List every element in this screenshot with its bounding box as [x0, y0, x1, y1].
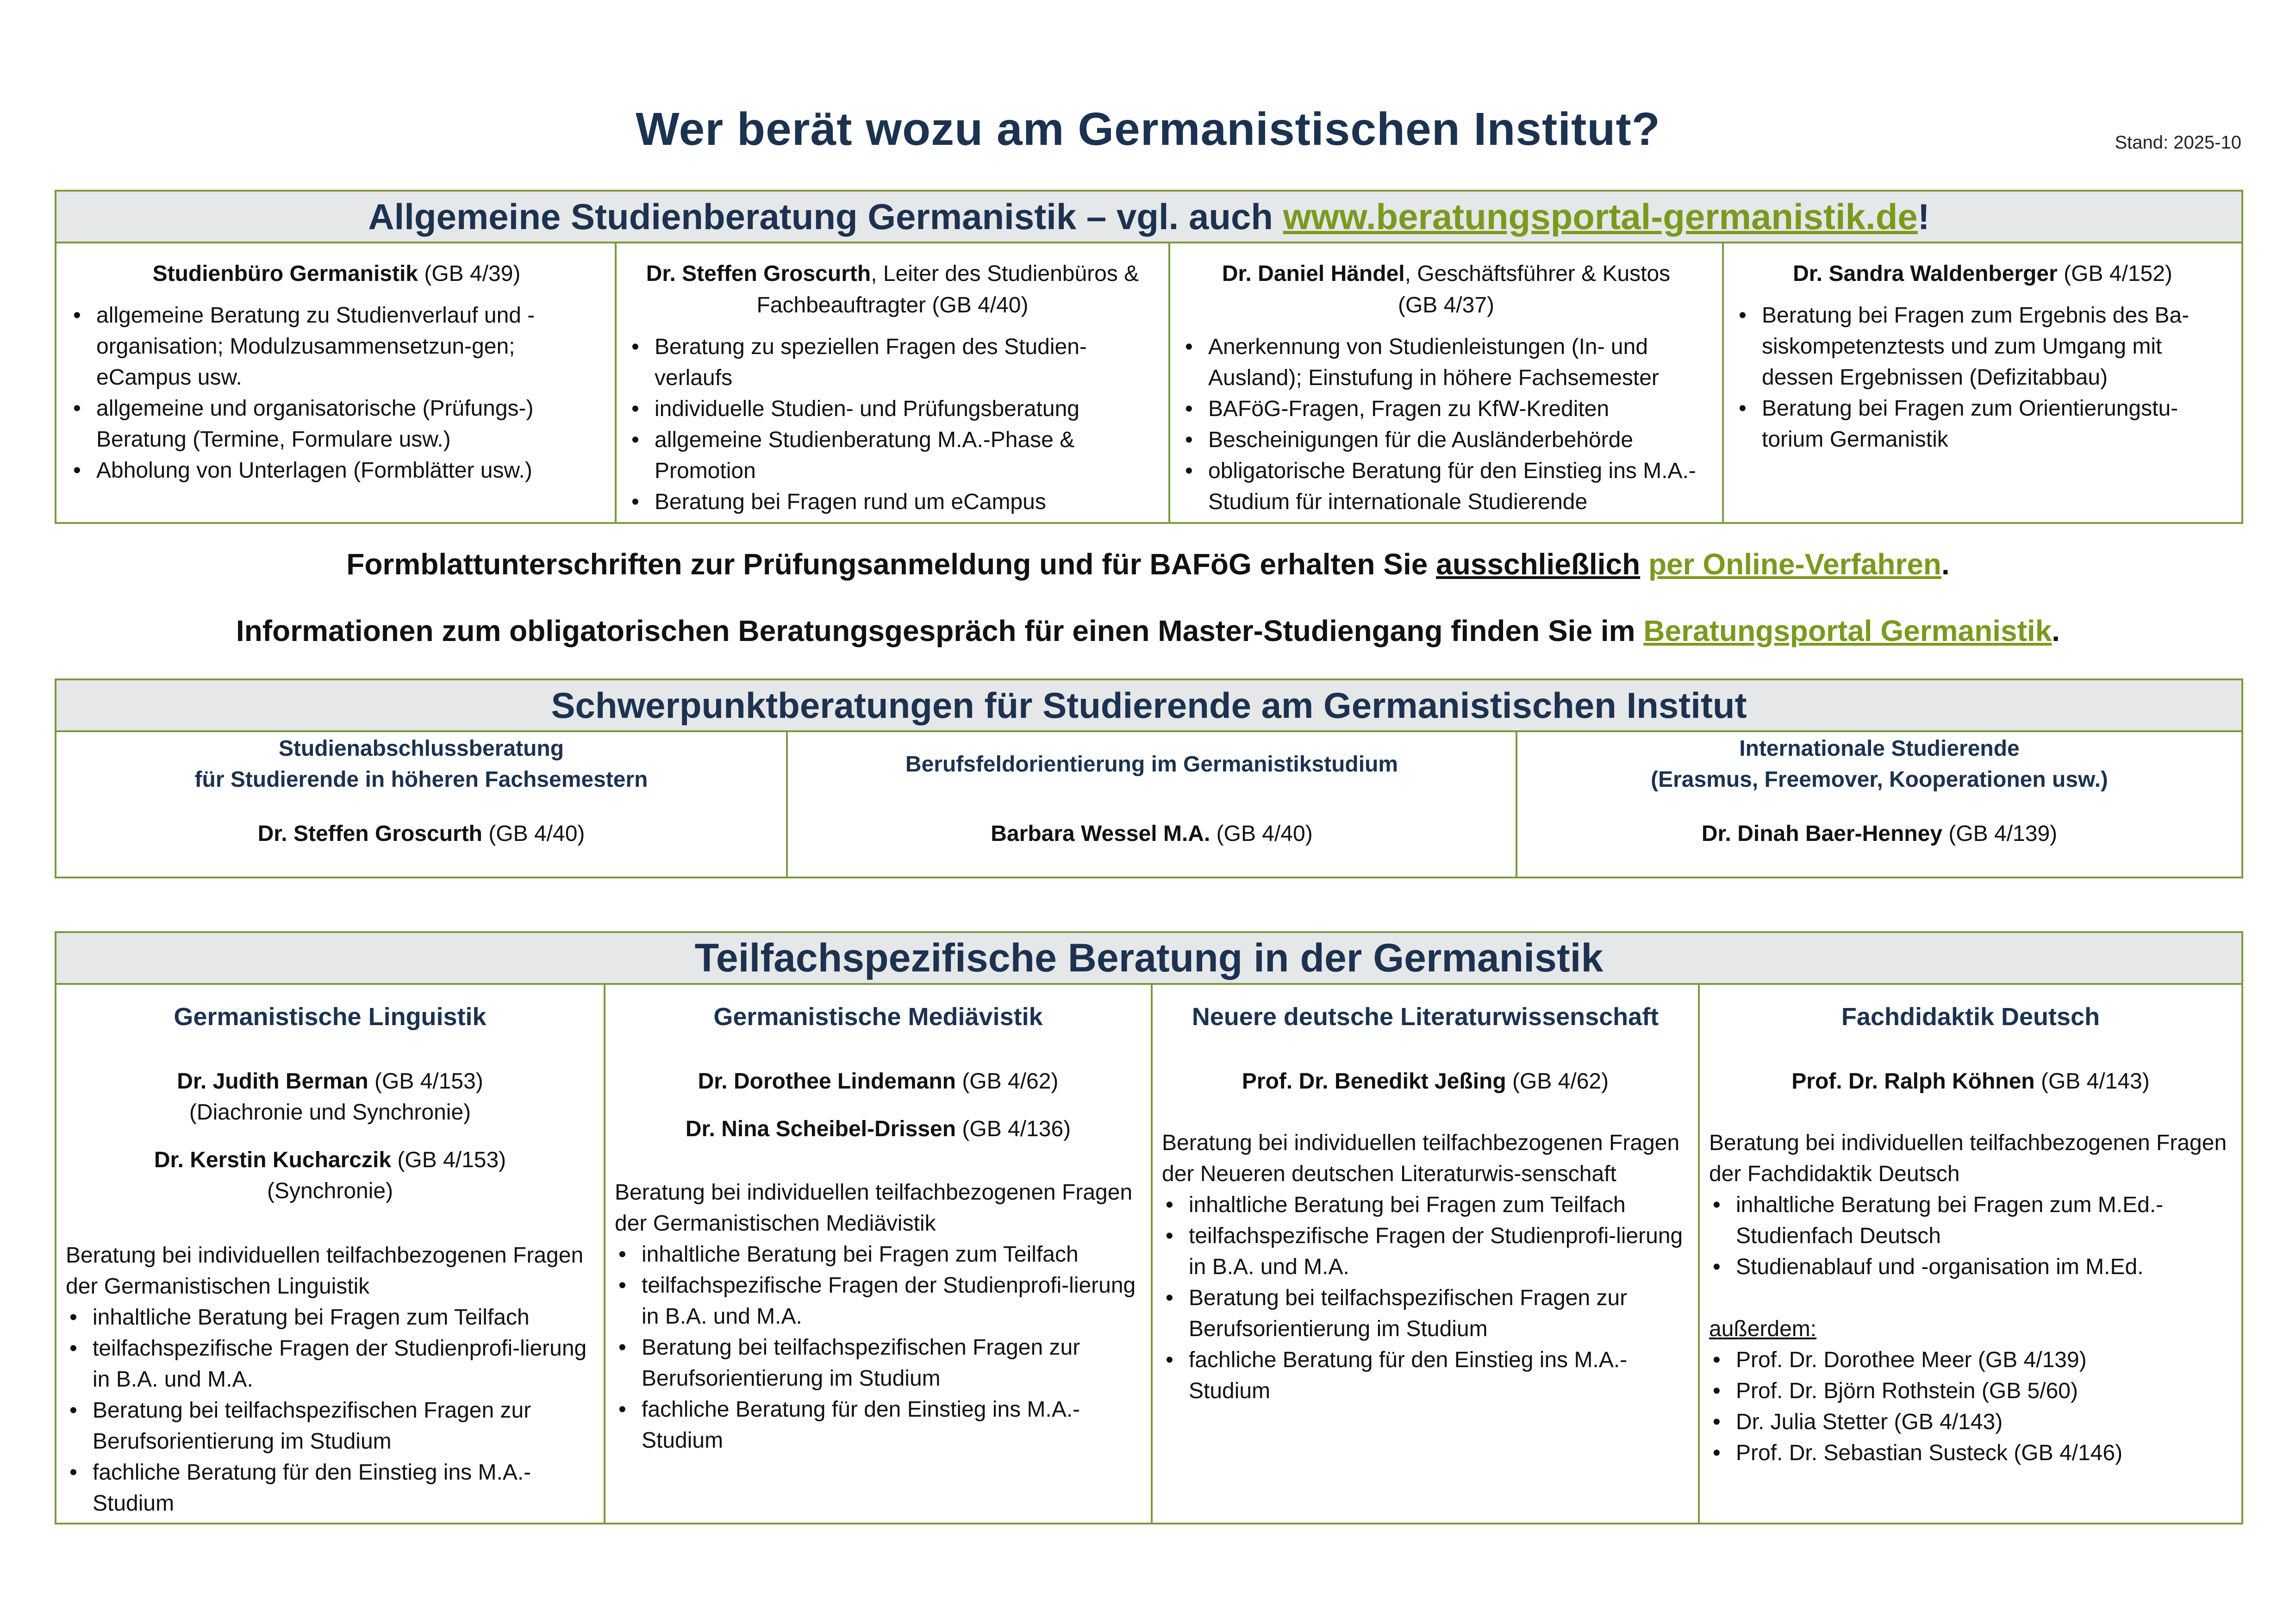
schwerpunkt-box [55, 678, 2243, 878]
info-line-master [0, 614, 2296, 648]
beratungsportal-link[interactable]: www.beratungsportal-germanistik.de [1283, 196, 1918, 237]
subject-title: Fachdidaktik Deutsch [1841, 1003, 2100, 1031]
teilfach-header: Teilfachspezifische Beratung in der Germanistik [56, 933, 2241, 985]
contact-room: (GB 4/40) [482, 821, 585, 846]
list-item: • Anerkennung von Studienleistungen (In- und Ausland); Einstufung in höhere Fachsemester [1181, 331, 1711, 393]
list-item: • Prof. Dr. Björn Rothstein (GB 5/60) [1709, 1375, 2232, 1406]
list-item: • allgemeine und organisatorische (Prüfungs-) Beratung (Termine, Formulare usw.) [69, 393, 604, 455]
contact-detail: , Geschäftsführer & Kustos (GB 4/37) [1398, 261, 1671, 317]
contact-name: Prof. Dr. Benedikt Jeßing [1242, 1069, 1506, 1094]
list-item: • Beratung bei teilfachspezifischen Fragen zur Berufsorientierung im Studium [1162, 1282, 1689, 1344]
contact-name: Dr. Daniel Händel [1222, 261, 1405, 286]
list-item: • Prof. Dr. Sebastian Susteck (GB 4/146) [1709, 1437, 2232, 1468]
list-item: • allgemeine Studienberatung M.A.-Phase & Promotion [628, 424, 1157, 486]
intro-text: Beratung bei individuellen teilfachbezogenen Fragen der Germanistischen Mediävistik [615, 1180, 1133, 1236]
online-verfahren-link[interactable]: per Online-Verfahren [1648, 548, 1941, 581]
contact-name: Prof. Dr. Ralph Köhnen [1791, 1069, 2035, 1094]
contact-room: (GB 4/62) [955, 1069, 1059, 1094]
contact-name: Studienbüro Germanistik [152, 261, 418, 286]
ndl-column [1151, 985, 1698, 1523]
info-end: . [1941, 548, 1950, 581]
allgemeine-header-text: Allgemeine Studienberatung Germanistik – vgl. auch [368, 196, 1283, 237]
info-line-formblatt [0, 547, 2296, 581]
allgemeine-beratung-header [56, 192, 2241, 243]
subject-title: Germanistische Mediävistik [713, 1003, 1043, 1031]
contact-room: (GB 4/62) [1506, 1069, 1609, 1094]
subject-title: Germanistische Linguistik [174, 1003, 487, 1031]
page-title: Wer berät wozu am Germanistischen Institut? [636, 103, 1660, 155]
studienbuero-column [56, 243, 615, 522]
task-list [69, 300, 604, 486]
list-item: • teilfachspezifische Fragen der Studienprofi-lierung in B.A. und M.A. [615, 1270, 1142, 1332]
list-item: • BAFöG-Fragen, Fragen zu KfW-Krediten [1181, 393, 1711, 424]
task-list [1162, 1189, 1689, 1406]
berufsfeld-column [786, 732, 1516, 877]
contact-room: (GB 4/139) [1942, 821, 2058, 846]
schwerpunkt-header: Schwerpunktberatungen für Studierende am Germanistischen Institut [56, 680, 2241, 732]
task-list [1181, 331, 1711, 517]
contact-name: Dr. Sandra Waldenberger [1793, 261, 2058, 286]
list-item: • Studienablauf und -organisation im M.Ed. [1709, 1251, 2232, 1282]
list-item: • fachliche Beratung für den Einstieg ins M.A.-Studium [615, 1394, 1142, 1456]
topic-line: Internationale Studierende [1739, 736, 2020, 761]
info-text: Informationen zum obligatorischen Beratungsgespräch für einen Master-Studiengang finden Sie im [236, 614, 1644, 647]
haendel-column [1168, 243, 1722, 522]
contact-name: Dr. Dorothee Lindemann [698, 1069, 956, 1094]
list-item: • Bescheinigungen für die Ausländerbehörde [1181, 424, 1711, 455]
list-item: • Beratung zu speziellen Fragen des Studien-verlaufs [628, 331, 1157, 393]
mediaevistik-column [604, 985, 1151, 1523]
list-item: • Beratung bei Fragen zum Ergebnis des Ba-siskompetenztests und zum Umgang mit dessen Ergebnissen (Defizitabbau) [1735, 300, 2230, 393]
intro-text: Beratung bei individuellen teilfachbezogenen Fragen der Germanistischen Linguistik [66, 1243, 584, 1299]
contact-detail: (GB 4/39) [418, 261, 521, 286]
topic-line: (Erasmus, Freemover, Kooperationen usw.) [1651, 767, 2108, 792]
contact-detail: (GB 4/152) [2057, 261, 2172, 286]
teilfach-box [55, 931, 2243, 1524]
list-item: • individuelle Studien- und Prüfungsberatung [628, 393, 1157, 424]
list-item: • teilfachspezifische Fragen der Studienprofi-lierung in B.A. und M.A. [66, 1333, 594, 1395]
stand-date: Stand: 2025-10 [2115, 132, 2241, 153]
contact-name: Dr. Nina Scheibel-Drissen [685, 1117, 956, 1141]
contact-name: Dr. Steffen Groscurth [257, 821, 482, 846]
topic-line: Studienabschlussberatung [278, 736, 564, 761]
list-item: • Dr. Julia Stetter (GB 4/143) [1709, 1406, 2232, 1437]
additional-contacts-list [1709, 1344, 2232, 1468]
task-list [1709, 1189, 2232, 1282]
contact-note: (Diachronie und Synchronie) [189, 1100, 471, 1125]
contact-room: (GB 4/40) [1210, 821, 1313, 846]
list-item: • Abholung von Unterlagen (Formblätter usw.) [69, 455, 604, 486]
list-item: • Beratung bei teilfachspezifischen Fragen zur Berufsorientierung im Studium [66, 1395, 594, 1457]
task-list [66, 1302, 594, 1519]
info-end: . [2052, 614, 2060, 647]
subject-title: Neuere deutsche Literaturwissenschaft [1192, 1003, 1659, 1031]
task-list [628, 331, 1157, 517]
list-item: • inhaltliche Beratung bei Fragen zum Teilfach [1162, 1189, 1689, 1220]
topic-line: Berufsfeldorientierung im Germanistikstudium [905, 752, 1398, 777]
intro-text: Beratung bei individuellen teilfachbezogenen Fragen der Fachdidaktik Deutsch [1709, 1131, 2227, 1186]
waldenberger-column [1722, 243, 2241, 522]
list-item: • teilfachspezifische Fragen der Studienprofi-lierung in B.A. und M.A. [1162, 1220, 1689, 1282]
list-item: • Beratung bei teilfachspezifischen Fragen zur Berufsorientierung im Studium [615, 1332, 1142, 1394]
list-item: • Prof. Dr. Dorothee Meer (GB 4/139) [1709, 1344, 2232, 1375]
contact-room: (GB 4/153) [391, 1148, 506, 1172]
contact-name: Dr. Judith Berman [177, 1069, 368, 1094]
list-item: • inhaltliche Beratung bei Fragen zum M.Ed.-Studienfach Deutsch [1709, 1189, 2232, 1251]
contact-name: Dr. Dinah Baer-Henney [1701, 821, 1943, 846]
studienabschluss-column [56, 732, 786, 877]
contact-note: (Synchronie) [267, 1179, 393, 1203]
intro-text: Beratung bei individuellen teilfachbezogenen Fragen der Neueren deutschen Literaturwis-senschaft [1162, 1131, 1680, 1186]
allgemeine-header-end: ! [1917, 196, 1930, 237]
contact-name: Dr. Steffen Groscurth [646, 261, 871, 286]
list-item: • Beratung bei Fragen zum Orientierungstu-torium Germanistik [1735, 393, 2230, 455]
fachdidaktik-column [1698, 985, 2241, 1523]
contact-room: (GB 4/143) [2034, 1069, 2150, 1094]
groscurth-column [615, 243, 1168, 522]
list-item: • inhaltliche Beratung bei Fragen zum Teilfach [615, 1239, 1142, 1270]
task-list [1735, 300, 2230, 455]
list-item: • Beratung bei Fragen rund um eCampus [628, 486, 1157, 517]
info-text: Formblattunterschriften zur Prüfungsanmeldung und für BAFöG erhalten Sie [346, 548, 1436, 581]
list-item: • inhaltliche Beratung bei Fragen zum Teilfach [66, 1302, 594, 1333]
contact-room: (GB 4/153) [368, 1069, 483, 1094]
list-item: • fachliche Beratung für den Einstieg ins M.A.-Studium [66, 1457, 594, 1519]
topic-line: für Studierende in höheren Fachsemestern [194, 767, 648, 792]
allgemeine-beratung-box [55, 190, 2243, 524]
also-label: außerdem: [1709, 1317, 1817, 1341]
international-column [1516, 732, 2241, 877]
beratungsportal-germanistik-link[interactable]: Beratungsportal Germanistik [1643, 614, 2052, 647]
contact-room: (GB 4/136) [956, 1117, 1071, 1141]
contact-name: Barbara Wessel M.A. [991, 821, 1210, 846]
contact-detail: , Leiter des Studienbüros & Fachbeauftragter (GB 4/40) [756, 261, 1139, 317]
info-emphasis: ausschließlich [1436, 548, 1641, 581]
linguistik-column [56, 985, 604, 1523]
task-list [615, 1239, 1142, 1456]
list-item: • allgemeine Beratung zu Studienverlauf und -organisation; Modulzusammensetzun-gen; eCampus usw. [69, 300, 604, 393]
contact-name: Dr. Kerstin Kucharczik [154, 1148, 392, 1172]
list-item: • fachliche Beratung für den Einstieg ins M.A.-Studium [1162, 1344, 1689, 1406]
list-item: • obligatorische Beratung für den Einstieg ins M.A.-Studium für internationale Studierende [1181, 455, 1711, 517]
